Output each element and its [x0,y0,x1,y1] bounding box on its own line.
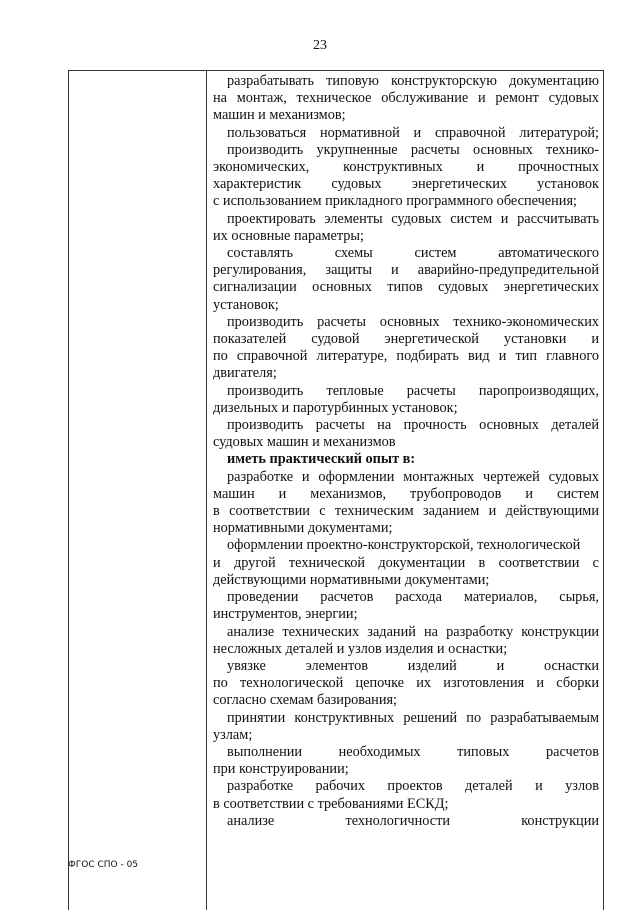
text-line: характеристик судовых энергетических установок [213,176,599,193]
text-line: выполнении необходимых типовых расчетов [227,743,599,760]
text-line: показателей судовой энергетической установки и [213,331,599,348]
text-line: двигателя; [213,365,277,382]
text-line: производить тепловые расчеты паропроизводящих, [227,382,599,399]
text-line: машин и механизмов; [213,107,346,124]
text-line: дизельных и паротурбинных установок; [213,399,458,416]
text-line: действующими нормативными документами; [213,571,490,588]
text-line: их основные параметры; [213,227,364,244]
section-heading: иметь практический опыт в: [227,451,416,468]
text-line: в соответствии с требованиями ЕСКД; [213,795,449,812]
text-line: при конструировании; [213,761,349,778]
text-line: и другой технической документации в соответствии с [213,554,599,571]
text-line: в соответствии с техническим заданием и действующими [213,503,599,520]
text-line: согласно схемам базирования; [213,692,398,709]
text-line: разрабатывать типовую конструкторскую документацию [227,73,599,89]
table-left-cell [69,71,207,910]
text-line: несложных деталей и узлов изделия и оснастки; [213,640,508,657]
text-line: на монтаж, техническое обслуживание и ремонт судовых [213,90,599,107]
text-line: экономических, конструктивных и прочностных [213,159,599,176]
text-line: разработке рабочих проектов деталей и узлов [227,778,599,795]
text-line: оформлении проектно-конструкторской, технологической [227,537,581,554]
table-right-cell [207,71,603,830]
text-line: проведении расчетов расхода материалов, сырья, [227,589,599,606]
text-line: инструментов, энергии; [213,606,358,623]
text-line: пользоваться нормативной и справочной литературой; [227,124,599,141]
text-line: проектировать элементы судовых систем и рассчитывать [227,210,599,227]
content-table [68,70,604,910]
document-footer: ФГОС СПО - 05 [68,860,139,870]
text-line: по технологической цепочке их изготовления и сборки [213,675,599,692]
text-line: разработке и оформлении монтажных чертежей судовых [227,468,599,485]
text-line: принятии конструктивных решений по разрабатываемым [227,709,599,726]
page-number: 23 [313,38,327,53]
text-line: установок; [213,296,279,313]
text-line: регулирования, защиты и аварийно-предупредительной [213,262,599,279]
text-line: увязке элементов изделий и оснастки [227,657,599,674]
text-line: узлам; [213,726,253,743]
text-line: машин и механизмов, трубопроводов и систем [213,485,599,502]
text-line: производить расчеты на прочность основных деталей [227,417,599,434]
text-line: составлять схемы систем автоматического [227,245,599,262]
text-line: судовых машин и механизмов [213,434,396,451]
text-line: анализе технологичности конструкции [227,812,599,829]
text-line: сигнализации основных типов судовых энергетических [213,279,599,296]
text-line: производить укрупненные расчеты основных технико- [227,141,599,158]
text-line: по справочной литературе, подбирать вид и тип главного [213,348,599,365]
text-line: производить расчеты основных технико-экономических [227,313,599,330]
text-line: анализе технических заданий на разработку конструкции [227,623,599,640]
text-line: с использованием прикладного программного обеспечения; [213,193,577,210]
text-line: нормативными документами; [213,520,393,537]
